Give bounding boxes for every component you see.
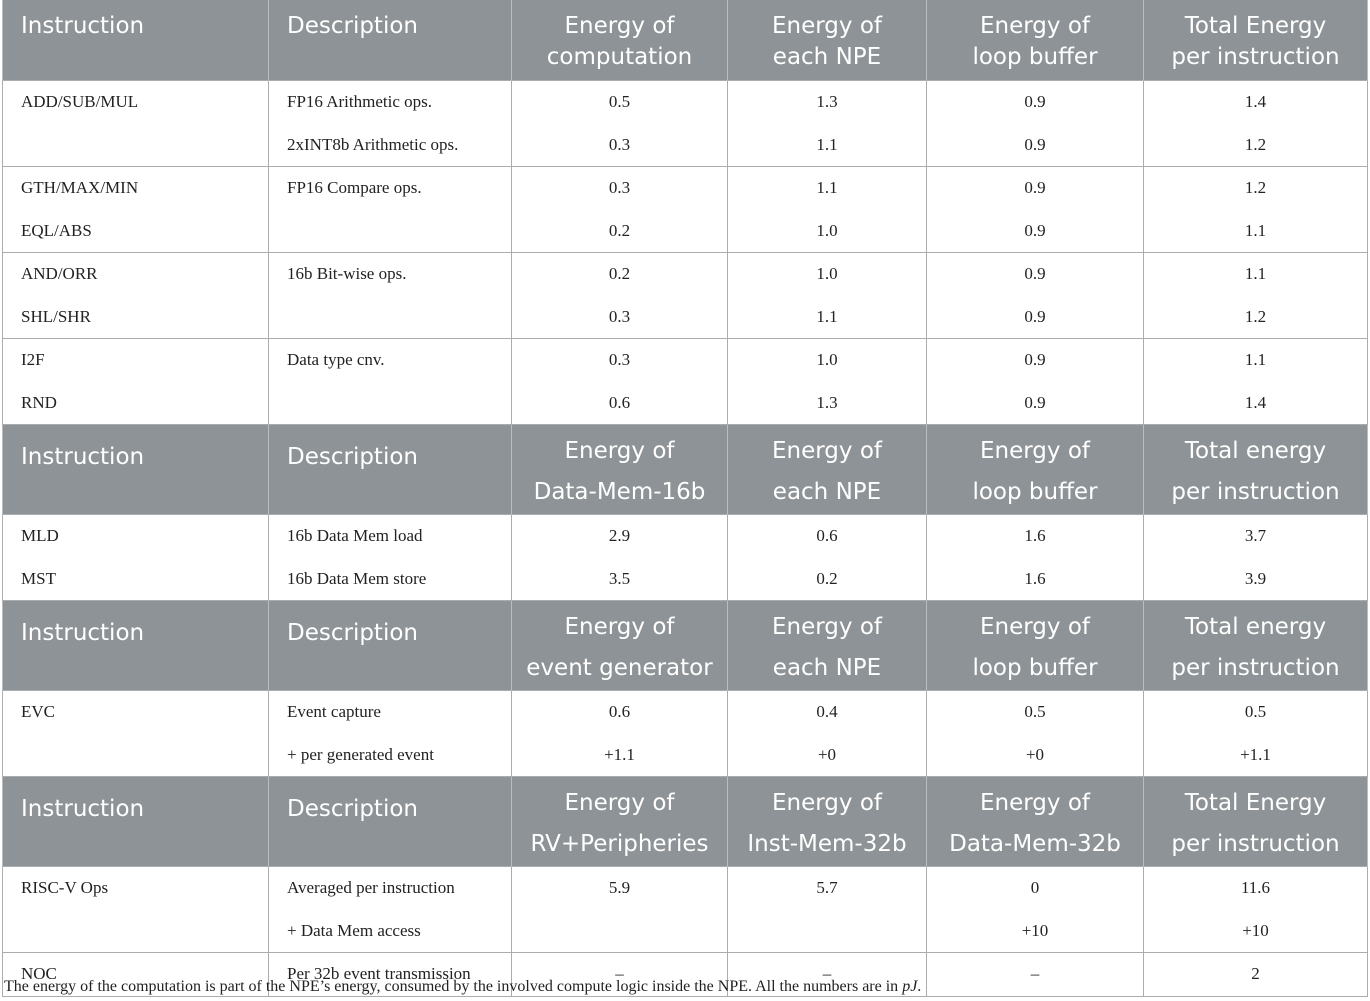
column-header-line: Energy of	[771, 790, 882, 816]
table-row	[3, 210, 1368, 253]
table-cell: 1.1	[1144, 253, 1368, 297]
energy-table-body	[3, 0, 1368, 997]
column-header	[269, 777, 512, 867]
table-cell: ADD/SUB/MUL	[3, 81, 269, 125]
column-header-line: Energy of	[979, 614, 1090, 640]
table-cell: 0.6	[512, 691, 728, 735]
column-header	[512, 777, 728, 867]
column-header-line: per instruction	[1171, 655, 1340, 681]
column-header	[269, 425, 512, 515]
table-cell: 0.9	[927, 253, 1144, 297]
column-header-line: per instruction	[1171, 479, 1340, 505]
table-cell: 1.0	[728, 253, 927, 297]
footnote-unit: pJ	[902, 978, 918, 995]
table-cell	[269, 382, 512, 425]
table-cell: 0.3	[512, 167, 728, 211]
table-cell: RND	[3, 382, 269, 425]
column-header	[1144, 0, 1368, 81]
column-header-line: Instruction	[21, 13, 145, 39]
table-cell: MST	[3, 558, 269, 601]
table-cell: 0.9	[927, 382, 1144, 425]
column-header-line: Energy of	[979, 13, 1090, 39]
table-cell: GTH/MAX/MIN	[3, 167, 269, 211]
column-header-line: Instruction	[21, 444, 145, 470]
table-cell: MLD	[3, 515, 269, 559]
column-header	[269, 601, 512, 691]
table-footnote	[4, 978, 921, 996]
table-cell: + Data Mem access	[269, 910, 512, 953]
column-header-line: per instruction	[1171, 44, 1340, 70]
table-cell: 1.1	[728, 296, 927, 339]
column-header-line: each NPE	[772, 655, 882, 681]
table-cell: 2.9	[512, 515, 728, 559]
table-cell: 0.6	[512, 382, 728, 425]
table-cell: 3.9	[1144, 558, 1368, 601]
table-cell: Per 32b event transmission	[269, 953, 512, 997]
table-cell: EQL/ABS	[3, 210, 269, 253]
table-cell: Averaged per instruction	[269, 867, 512, 911]
table-cell: 0.2	[512, 253, 728, 297]
column-header	[3, 425, 269, 515]
table-cell	[728, 910, 927, 953]
table-cell: 0.9	[927, 210, 1144, 253]
table-cell: 2	[1144, 953, 1368, 997]
table-cell: 0.5	[512, 81, 728, 125]
column-header	[512, 425, 728, 515]
table-cell: 1.1	[728, 124, 927, 167]
column-header	[1144, 777, 1368, 867]
table-cell: 0	[927, 867, 1144, 911]
table-cell: 1.6	[927, 515, 1144, 559]
column-header	[927, 777, 1144, 867]
column-header-line: loop buffer	[972, 655, 1098, 681]
column-header-line: Description	[287, 796, 418, 822]
table-cell: +0	[728, 734, 927, 777]
section-header-row	[3, 601, 1368, 691]
table-cell	[3, 124, 269, 167]
table-cell: +10	[1144, 910, 1368, 953]
table-cell: 1.1	[1144, 210, 1368, 253]
column-header-line: Energy of	[564, 614, 675, 640]
column-header-line: Data-Mem-16b	[533, 479, 706, 505]
table-cell: 0.2	[728, 558, 927, 601]
column-header	[3, 601, 269, 691]
footnote-text: The energy of the computation is part of the NPE’s energy, consumed by the involved compute logic inside the NPE. All the numbers are in	[4, 978, 903, 995]
column-header-line: loop buffer	[972, 44, 1098, 70]
column-header-line: Inst-Mem-32b	[747, 831, 907, 857]
column-header	[728, 601, 927, 691]
table-cell: 0.2	[512, 210, 728, 253]
table-cell: 3.7	[1144, 515, 1368, 559]
table-cell: 0.4	[728, 691, 927, 735]
column-header-line: Instruction	[21, 796, 145, 822]
column-header-line: Energy of	[564, 790, 675, 816]
table-cell: EVC	[3, 691, 269, 735]
column-header-line: Energy of	[564, 13, 675, 39]
table-cell: 0.9	[927, 124, 1144, 167]
column-header	[1144, 601, 1368, 691]
table-row	[3, 81, 1368, 125]
section-header-row	[3, 777, 1368, 867]
table-cell: Event capture	[269, 691, 512, 735]
table-cell: I2F	[3, 339, 269, 383]
column-header-line: Energy of	[979, 790, 1090, 816]
table-cell: 16b Data Mem store	[269, 558, 512, 601]
column-header	[3, 777, 269, 867]
column-header-line: Total energy	[1184, 614, 1327, 640]
table-cell: 1.6	[927, 558, 1144, 601]
table-cell: RISC-V Ops	[3, 867, 269, 911]
table-cell: 3.5	[512, 558, 728, 601]
footnote-end: .	[917, 978, 922, 995]
column-header-line: Instruction	[21, 620, 145, 646]
table-cell: 1.1	[728, 167, 927, 211]
table-cell: 16b Data Mem load	[269, 515, 512, 559]
table-cell: –	[927, 953, 1144, 997]
column-header	[512, 0, 728, 81]
column-header-line: Energy of	[771, 13, 882, 39]
table-cell: 16b Bit-wise ops.	[269, 253, 512, 297]
column-header-line: RV+Peripheries	[530, 831, 709, 857]
column-header-line: Data-Mem-32b	[949, 831, 1121, 857]
column-header-line: Total Energy	[1184, 13, 1327, 39]
table-cell: +1.1	[1144, 734, 1368, 777]
column-header	[927, 601, 1144, 691]
column-header	[1144, 425, 1368, 515]
table-row	[3, 296, 1368, 339]
table-row	[3, 124, 1368, 167]
table-cell: 1.2	[1144, 167, 1368, 211]
table-row	[3, 691, 1368, 735]
column-header-line: computation	[546, 44, 693, 70]
table-cell: 0.6	[728, 515, 927, 559]
column-header	[269, 0, 512, 81]
table-row	[3, 382, 1368, 425]
column-header-line: Description	[287, 13, 418, 39]
table-cell: 0.3	[512, 124, 728, 167]
table-cell: 5.9	[512, 867, 728, 911]
table-cell: 0.3	[512, 296, 728, 339]
table-cell: 0.9	[927, 296, 1144, 339]
table-cell: +1.1	[512, 734, 728, 777]
table-cell: 1.4	[1144, 81, 1368, 125]
column-header	[728, 425, 927, 515]
table-cell: –	[728, 953, 927, 997]
table-cell: 1.2	[1144, 124, 1368, 167]
table-cell: +0	[927, 734, 1144, 777]
table-cell: SHL/SHR	[3, 296, 269, 339]
table-cell: 1.3	[728, 81, 927, 125]
column-header	[3, 0, 269, 81]
table-cell	[3, 734, 269, 777]
table-cell: NOC	[3, 953, 269, 997]
table-cell: 5.7	[728, 867, 927, 911]
table-cell: 0.5	[927, 691, 1144, 735]
column-header-line: Energy of	[771, 614, 882, 640]
table-row	[3, 339, 1368, 383]
table-cell: 2xINT8b Arithmetic ops.	[269, 124, 512, 167]
table-cell: 0.9	[927, 339, 1144, 383]
table-row	[3, 867, 1368, 911]
table-cell: Data type cnv.	[269, 339, 512, 383]
column-header	[512, 601, 728, 691]
table-row	[3, 558, 1368, 601]
table-cell: FP16 Compare ops.	[269, 167, 512, 211]
table-cell: 0.9	[927, 167, 1144, 211]
column-header-line: event generator	[526, 655, 713, 681]
table-row	[3, 167, 1368, 211]
table-cell: 0.3	[512, 339, 728, 383]
table-cell: 0.9	[927, 81, 1144, 125]
column-header-line: Total Energy	[1184, 790, 1327, 816]
table-cell: –	[512, 953, 728, 997]
column-header-line: Energy of	[564, 438, 675, 464]
table-cell	[269, 296, 512, 339]
table-cell: 1.3	[728, 382, 927, 425]
table-row	[3, 734, 1368, 777]
table-cell: 1.2	[1144, 296, 1368, 339]
table-row	[3, 515, 1368, 559]
section-header-row	[3, 425, 1368, 515]
table-cell: FP16 Arithmetic ops.	[269, 81, 512, 125]
column-header-line: each NPE	[772, 44, 882, 70]
column-header	[927, 425, 1144, 515]
table-cell: + per generated event	[269, 734, 512, 777]
table-cell: 0.5	[1144, 691, 1368, 735]
column-header-line: Description	[287, 620, 418, 646]
column-header-line: per instruction	[1171, 831, 1340, 857]
table-cell: 1.1	[1144, 339, 1368, 383]
column-header-line: loop buffer	[972, 479, 1098, 505]
table-cell	[512, 910, 728, 953]
table-cell: AND/ORR	[3, 253, 269, 297]
column-header-line: Energy of	[771, 438, 882, 464]
column-header-line: Energy of	[979, 438, 1090, 464]
column-header-line: Description	[287, 444, 418, 470]
column-header-line: each NPE	[772, 479, 882, 505]
table-cell: 11.6	[1144, 867, 1368, 911]
column-header	[728, 777, 927, 867]
column-header	[728, 0, 927, 81]
table-row	[3, 253, 1368, 297]
column-header-line: Total energy	[1184, 438, 1327, 464]
table-row	[3, 910, 1368, 953]
table-cell: 1.4	[1144, 382, 1368, 425]
energy-table	[2, 0, 1368, 997]
table-cell	[269, 210, 512, 253]
column-header	[927, 0, 1144, 81]
table-cell: 1.0	[728, 210, 927, 253]
table-cell: 1.0	[728, 339, 927, 383]
section-header-row	[3, 0, 1368, 81]
table-cell: +10	[927, 910, 1144, 953]
table-cell	[3, 910, 269, 953]
